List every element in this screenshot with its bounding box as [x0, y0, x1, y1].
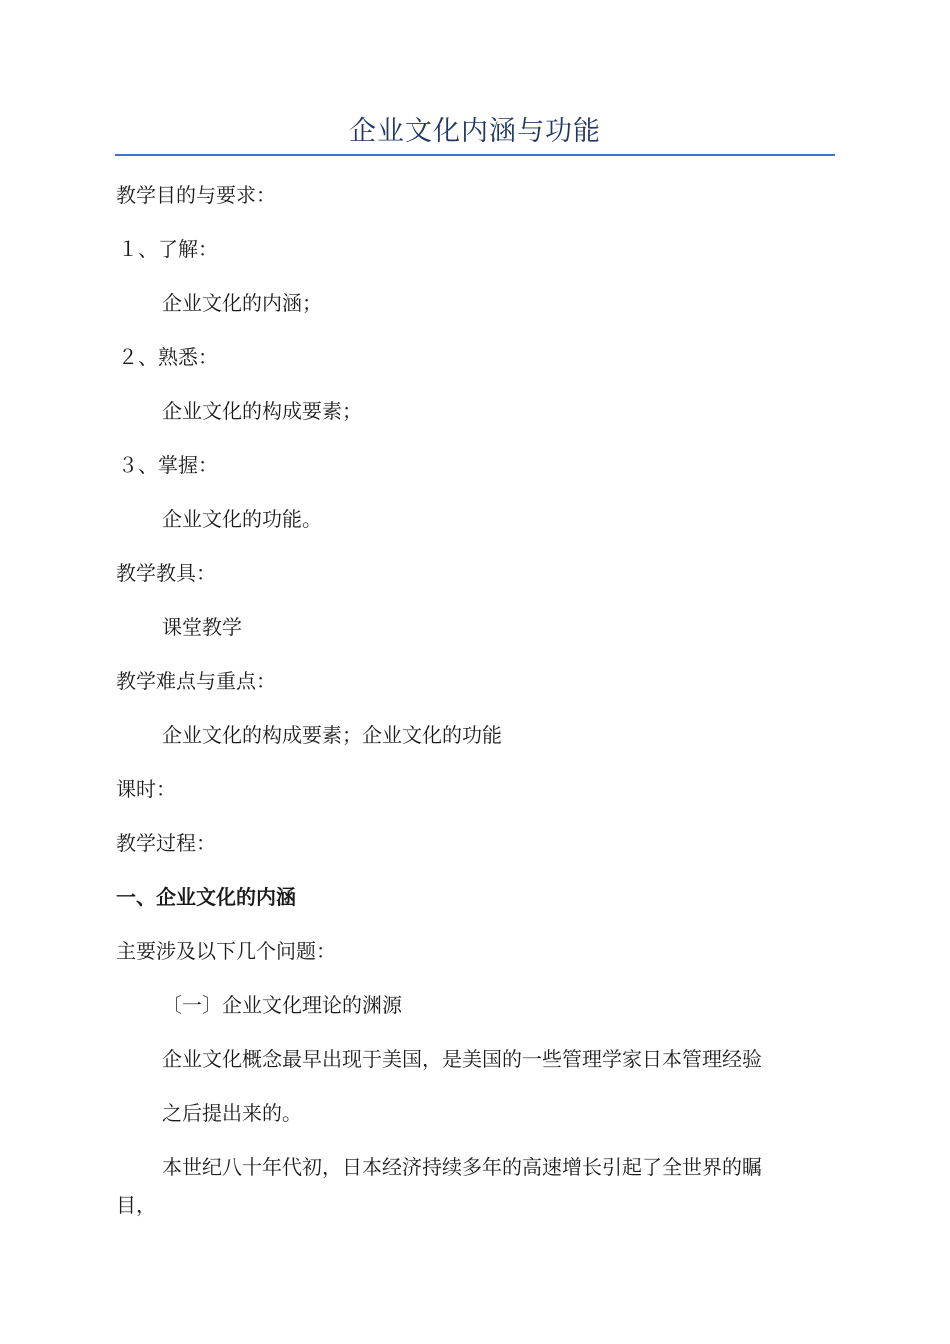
item1-text: 企业文化的内涵； — [162, 291, 322, 315]
item2-text: 企业文化的构成要素； — [162, 399, 362, 423]
section1-heading: 一、企业文化的内涵 — [116, 885, 296, 909]
item3-text: 企业文化的功能。 — [162, 507, 322, 531]
item2-label: ２、熟悉： — [118, 345, 218, 369]
tools-text: 课堂教学 — [162, 615, 242, 639]
subsection1-heading: 〔一〕企业文化理论的渊源 — [162, 993, 402, 1017]
tools-heading: 教学教具： — [116, 561, 216, 585]
document-title: 企业文化内涵与功能 — [349, 116, 601, 147]
paragraph1-line2: 之后提出来的。 — [162, 1101, 302, 1125]
hours-heading: 课时： — [116, 777, 176, 801]
difficulty-heading: 教学难点与重点： — [116, 669, 276, 693]
difficulty-text: 企业文化的构成要素；企业文化的功能 — [162, 723, 502, 747]
process-heading: 教学过程： — [116, 831, 216, 855]
title-underline — [115, 154, 835, 156]
objectives-heading: 教学目的与要求： — [116, 183, 276, 207]
paragraph2-line2: 目， — [116, 1193, 156, 1217]
paragraph2-line1: 本世纪八十年代初，日本经济持续多年的高速增长引起了全世界的瞩 — [162, 1155, 762, 1179]
paragraph1-line1: 企业文化概念最早出现于美国，是美国的一些管理学家日本管理经验 — [162, 1047, 762, 1071]
item3-label: ３、掌握： — [118, 453, 218, 477]
section1-intro: 主要涉及以下几个问题： — [116, 939, 336, 963]
item1-label: １、了解： — [118, 237, 218, 261]
